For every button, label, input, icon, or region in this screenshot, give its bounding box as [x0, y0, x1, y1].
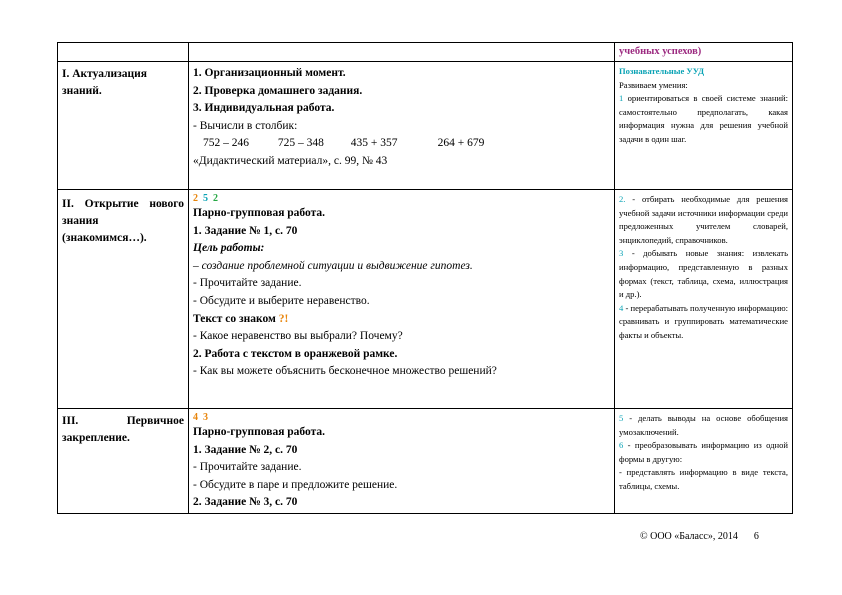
- page-number: 6: [753, 531, 759, 542]
- stage-cell: [58, 62, 189, 190]
- source-reference: «Дидактический материал», с. 99, № 43: [193, 154, 388, 167]
- uud-item-number: 2.: [619, 194, 626, 204]
- content-line: - Обсудите и выберите неравенство.: [193, 294, 370, 307]
- expression: 725 – 348: [277, 137, 324, 150]
- uud-item-text: - преобразовывать информацию из одной формы в другую:: [619, 440, 788, 464]
- content-line: 2. Работа с текстом в оранжевой рамке.: [193, 347, 398, 360]
- content-line: 2. Задание № 3, с. 70: [193, 496, 298, 509]
- skill-code: 2: [193, 193, 198, 204]
- uud-item-number: 5: [619, 413, 624, 423]
- content-line: 2. Проверка домашнего задания.: [193, 84, 363, 97]
- stage-cell: [58, 409, 189, 514]
- content-line: - Вычисли в столбик:: [193, 119, 298, 132]
- skill-code: 5: [203, 193, 208, 204]
- sign-text-label: Текст со знаком: [193, 312, 276, 325]
- expression: 752 – 246: [203, 137, 249, 150]
- stage-label: I. Актуализация знаний.: [62, 68, 148, 97]
- header-cell-content: [189, 43, 615, 62]
- content-line: [193, 311, 610, 329]
- stage-label: II. Открытие нового знания (знакомимся…).: [62, 198, 184, 244]
- uud-item: [619, 193, 788, 247]
- header-cell-stage: [58, 43, 189, 62]
- content-cell: [189, 62, 615, 190]
- content-line: - Как вы можете объяснить бесконечное множество решений?: [193, 365, 497, 378]
- content-line: - Прочитайте задание.: [193, 461, 302, 474]
- expressions-line: [193, 135, 610, 153]
- uud-cell: [615, 62, 793, 190]
- stage-cell: [58, 190, 189, 409]
- content-line: - Какое неравенство вы выбрали? Почему?: [193, 330, 403, 343]
- uud-title: Познавательные УУД: [619, 66, 705, 76]
- uud-item-number: 4: [619, 302, 624, 313]
- copyright-text: © ООО «Баласс», 2014: [640, 531, 738, 542]
- header-uud-text: учебных успехов): [619, 46, 702, 57]
- skill-code: 4: [193, 412, 198, 423]
- content-line: 1. Задание № 1, с. 70: [193, 224, 298, 237]
- content-line: - Прочитайте задание.: [193, 277, 302, 290]
- uud-item: [619, 302, 788, 343]
- skill-code: 2: [213, 193, 218, 204]
- content-cell: [189, 190, 615, 409]
- uud-item-text: ориентироваться в своей системе знаний: самостоятельно предполагать, какая информация нужна для решения учебной задачи в один шаг.: [619, 93, 788, 144]
- content-line: Парно-групповая работа.: [193, 426, 326, 438]
- uud-item: [619, 247, 788, 301]
- skill-codes: [193, 191, 610, 205]
- table-row: [58, 190, 793, 409]
- uud-cell: [615, 409, 793, 514]
- page-footer: [640, 531, 759, 542]
- uud-item-text: - перерабатывать полученную информацию: сравнивать и группировать математические факты и объекты.: [619, 302, 788, 340]
- uud-item-number: 3: [619, 248, 624, 259]
- content-line: 1. Организационный момент.: [193, 67, 346, 79]
- table-row: [58, 409, 793, 514]
- uud-item-number: 6: [619, 440, 624, 451]
- uud-item-text: - отбирать необходимые для решения учебной задачи источники информации среди предложенных учителем словарей, энциклопедий, справочников.: [619, 194, 788, 245]
- uud-item-text: - делать выводы на основе обобщения умозаключений.: [619, 413, 788, 437]
- expression: 435 + 357: [350, 137, 398, 150]
- uud-item: [619, 92, 788, 146]
- uud-item: [619, 466, 788, 493]
- uud-item: [619, 439, 788, 466]
- content-line: – создание проблемной ситуации и выдвижение гипотез.: [193, 259, 473, 272]
- uud-item-number: 1: [619, 93, 624, 104]
- uud-item-text: - представлять информацию в виде текста, таблицы, схемы.: [619, 467, 788, 491]
- header-row: [58, 43, 793, 62]
- uud-item: [619, 412, 788, 439]
- uud-item-text: - добывать новые знания: извлекать информацию, представленную в разных формах (текст, таблица, схема, иллюстрация и др.).: [619, 248, 788, 300]
- content-line: Парно-групповая работа.: [193, 207, 326, 219]
- content-line: 1. Задание № 2, с. 70: [193, 443, 298, 456]
- sign-icon: ?!: [278, 312, 289, 325]
- content-line: Цель работы:: [193, 242, 265, 255]
- content-cell: [189, 409, 615, 514]
- content-line: - Обсудите в паре и предложите решение.: [193, 478, 398, 491]
- uud-cell: [615, 190, 793, 409]
- content-line: 3. Индивидуальная работа.: [193, 102, 335, 115]
- lesson-table: [57, 42, 793, 514]
- skill-codes: [193, 410, 610, 424]
- expression: 264 + 679: [437, 137, 485, 150]
- header-cell-uud: [615, 43, 793, 62]
- uud-intro: Развиваем умения:: [619, 79, 688, 90]
- table-row: [58, 62, 793, 190]
- stage-label: III. Первичное закрепление.: [62, 415, 184, 444]
- skill-code: 3: [203, 412, 208, 423]
